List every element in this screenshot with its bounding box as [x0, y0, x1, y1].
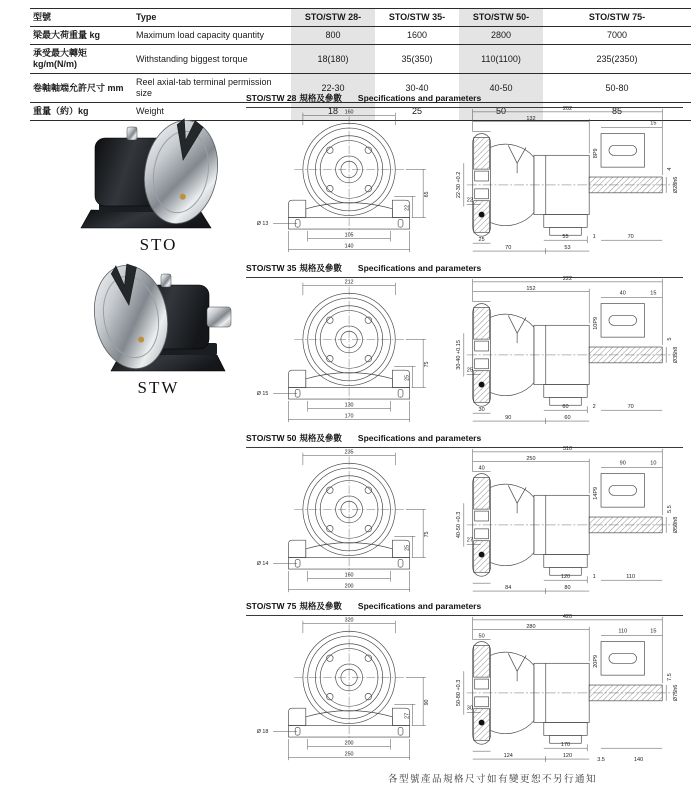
side-view-drawing	[451, 273, 680, 425]
section-title-en: Specifications and parameters	[357, 433, 482, 443]
dim-label: 30-40 +0.15	[455, 340, 462, 370]
dim-label: 25	[404, 374, 411, 381]
dim-label: 4	[667, 167, 674, 171]
front-geometry	[288, 625, 409, 741]
dim-label: 140	[344, 243, 354, 250]
front-geometry	[288, 457, 409, 573]
dim-label: 5	[667, 337, 674, 341]
dim-label: 22	[404, 204, 411, 211]
table-cell: 2800	[459, 27, 543, 45]
dim-label: 90	[505, 415, 512, 422]
table-cell: 7000	[606, 30, 628, 40]
dim-label: 250	[526, 455, 536, 462]
table-cell: 40-50	[459, 74, 543, 103]
dim-label: 15	[650, 290, 657, 297]
spec-section	[0, 432, 683, 600]
section-title-cn: 規格及參數	[299, 433, 342, 443]
table-cell: 18(180)	[291, 45, 375, 74]
section-title-cn: 規格及參數	[299, 263, 342, 273]
dim-label: 5.5	[667, 505, 674, 513]
product-label-sto: STO	[139, 235, 178, 254]
dim-label: 124	[503, 753, 513, 760]
dim-label: Ø 14	[256, 561, 269, 568]
product-label-stw: STW	[137, 378, 180, 397]
dim-label: 222	[562, 275, 573, 282]
dim-label: Ø 15	[256, 391, 269, 398]
front-dimension-lines	[273, 283, 426, 422]
dim-label: 200	[344, 583, 354, 590]
table-cell: 18	[291, 103, 375, 121]
table-cell: 30-40	[405, 82, 429, 93]
dim-label: 25	[404, 544, 411, 551]
dim-label: 8P9	[593, 148, 600, 159]
section-title-cn: 規格及參數	[299, 93, 342, 103]
col-header: STO/STW 28-	[291, 9, 375, 27]
table-row	[30, 27, 691, 45]
table-cell: Reel axial-tab terminal permission size	[136, 77, 272, 98]
dim-label: 132	[526, 115, 536, 122]
dim-label: 3.5	[597, 757, 605, 764]
dim-label: 53	[564, 245, 571, 252]
dim-label: 15	[650, 628, 657, 635]
side-geometry	[467, 474, 676, 577]
table-cell: 110(1100)	[459, 45, 543, 74]
dim-label: 70	[627, 404, 634, 411]
dim-label: 40	[478, 465, 485, 472]
dim-label: 1	[592, 574, 596, 581]
col-header: STO/STW 35-	[388, 12, 446, 22]
dim-label: 30	[478, 407, 485, 414]
dim-label: 200	[344, 740, 354, 747]
spec-table-header-row	[30, 9, 691, 27]
dim-label: 55	[562, 234, 569, 241]
dim-label: Ø50h8	[673, 516, 680, 534]
table-cell: 50	[459, 103, 543, 121]
dim-label: 105	[344, 232, 354, 239]
col-header: Type	[136, 12, 157, 22]
col-header: 型號	[33, 12, 52, 22]
dim-label: 120	[560, 574, 571, 581]
front-view-drawing	[250, 277, 452, 423]
dim-label: Ø75h6	[673, 684, 680, 702]
dim-label: 202	[562, 105, 573, 112]
dim-label: 120	[562, 753, 573, 760]
dim-label: 50	[478, 633, 485, 640]
spec-section	[0, 92, 683, 260]
dim-label: 70	[505, 245, 512, 252]
dim-label: 80	[564, 585, 571, 592]
front-view-drawing	[250, 615, 452, 761]
dim-label: 110	[618, 628, 628, 635]
side-view-drawing	[451, 443, 680, 595]
dim-label: 25	[478, 237, 485, 244]
dim-label: 25	[466, 367, 473, 374]
front-geometry	[288, 117, 409, 233]
table-cell: 22-30	[291, 74, 375, 103]
table-cell: 800	[291, 27, 375, 45]
dim-label: 60	[564, 415, 571, 422]
section-model: STO/STW 50	[246, 433, 297, 443]
dim-label: 27	[466, 537, 473, 544]
table-cell: 卷軸軸端允許尺寸 mm	[33, 82, 124, 93]
dim-label: 75	[423, 531, 430, 538]
dim-label: 7.5	[667, 673, 674, 681]
section-title-en: Specifications and parameters	[357, 263, 482, 273]
dim-label: 60	[562, 404, 569, 411]
dim-label: 40	[619, 290, 626, 297]
side-geometry	[467, 134, 676, 237]
front-dimension-lines	[273, 621, 426, 760]
dim-label: 70	[627, 234, 634, 241]
dim-label: 20P9	[593, 654, 600, 668]
dim-label: 2	[592, 404, 596, 411]
dim-label: 15	[650, 120, 657, 127]
table-cell: 25	[411, 106, 422, 116]
front-dimension-lines	[273, 453, 426, 592]
dim-label: 1	[592, 234, 596, 241]
dim-label: 75	[423, 361, 430, 368]
table-cell: 承受最大轉矩 kg/m(N/m)	[33, 48, 88, 69]
side-geometry	[467, 304, 676, 407]
dim-label: 22-30 +0.2	[455, 171, 462, 199]
dim-label: 160	[344, 109, 354, 116]
dim-label: 310	[562, 445, 573, 452]
dim-label: 212	[344, 279, 354, 286]
table-cell: 重量（約）kg	[33, 106, 89, 116]
dim-label: 10P9	[593, 316, 600, 330]
dim-label: 420	[562, 613, 573, 620]
table-cell: Withstanding biggest torque	[136, 53, 248, 64]
dim-label: 14P9	[593, 486, 600, 500]
section-model: STO/STW 75	[246, 601, 297, 611]
dim-label: 90	[423, 699, 430, 706]
dim-label: 170	[560, 742, 571, 749]
section-model: STO/STW 28	[246, 93, 297, 103]
dim-label: Ø35h8	[673, 346, 680, 364]
front-view-drawing	[250, 107, 452, 253]
dim-label: 130	[344, 402, 354, 409]
section-title-en: Specifications and parameters	[357, 93, 482, 103]
dim-label: 170	[344, 413, 354, 420]
dim-label: 140	[633, 757, 644, 764]
table-cell: 梁最大荷重量 kg	[33, 30, 101, 40]
side-geometry	[467, 642, 676, 745]
dim-label: 40-50 +0.3	[455, 511, 462, 539]
dim-label: Ø28h6	[673, 176, 680, 194]
dim-label: 90	[619, 460, 626, 467]
section-title-cn: 規格及參數	[299, 601, 342, 611]
table-cell: 85	[611, 106, 622, 116]
dim-label: 84	[505, 585, 512, 592]
section-model: STO/STW 35	[246, 263, 297, 273]
dim-label: 65	[423, 191, 430, 198]
dim-label: 152	[526, 285, 536, 292]
footer-note-clipped: 各型號產品規格尺寸如有變更恕不另行通知	[388, 774, 598, 785]
table-cell: 235(2350)	[596, 53, 638, 64]
front-dimension-lines	[273, 113, 426, 252]
dim-label: 27	[404, 712, 411, 719]
side-view-drawing	[451, 611, 680, 763]
table-cell: 1600	[406, 30, 428, 40]
dim-label: 22	[466, 197, 473, 204]
spec-section	[0, 262, 683, 430]
dim-label: Ø 13	[256, 221, 269, 228]
table-cell: 35(350)	[401, 53, 433, 64]
dim-label: 280	[526, 623, 536, 630]
section-title-en: Specifications and parameters	[357, 601, 482, 611]
dim-label: 320	[344, 617, 354, 624]
table-cell: Maximum load capacity quantity	[136, 30, 265, 40]
col-header: STO/STW 50-	[459, 9, 543, 27]
side-view-drawing	[451, 103, 680, 255]
dim-label: 235	[344, 449, 354, 456]
dim-label: 30	[466, 705, 473, 712]
dim-label: Ø 18	[256, 729, 269, 736]
col-header: STO/STW 75-	[588, 12, 646, 22]
front-geometry	[288, 287, 409, 403]
dim-label: 110	[626, 574, 636, 581]
front-view-drawing	[250, 447, 452, 593]
table-cell: 50-80	[605, 82, 629, 93]
table-cell: Weight	[136, 106, 164, 116]
dim-label: 250	[344, 751, 354, 758]
table-row	[30, 45, 691, 74]
dim-label: 50-80 +0.3	[455, 679, 462, 707]
dim-label: 10	[650, 460, 657, 467]
dim-label: 160	[344, 572, 354, 579]
